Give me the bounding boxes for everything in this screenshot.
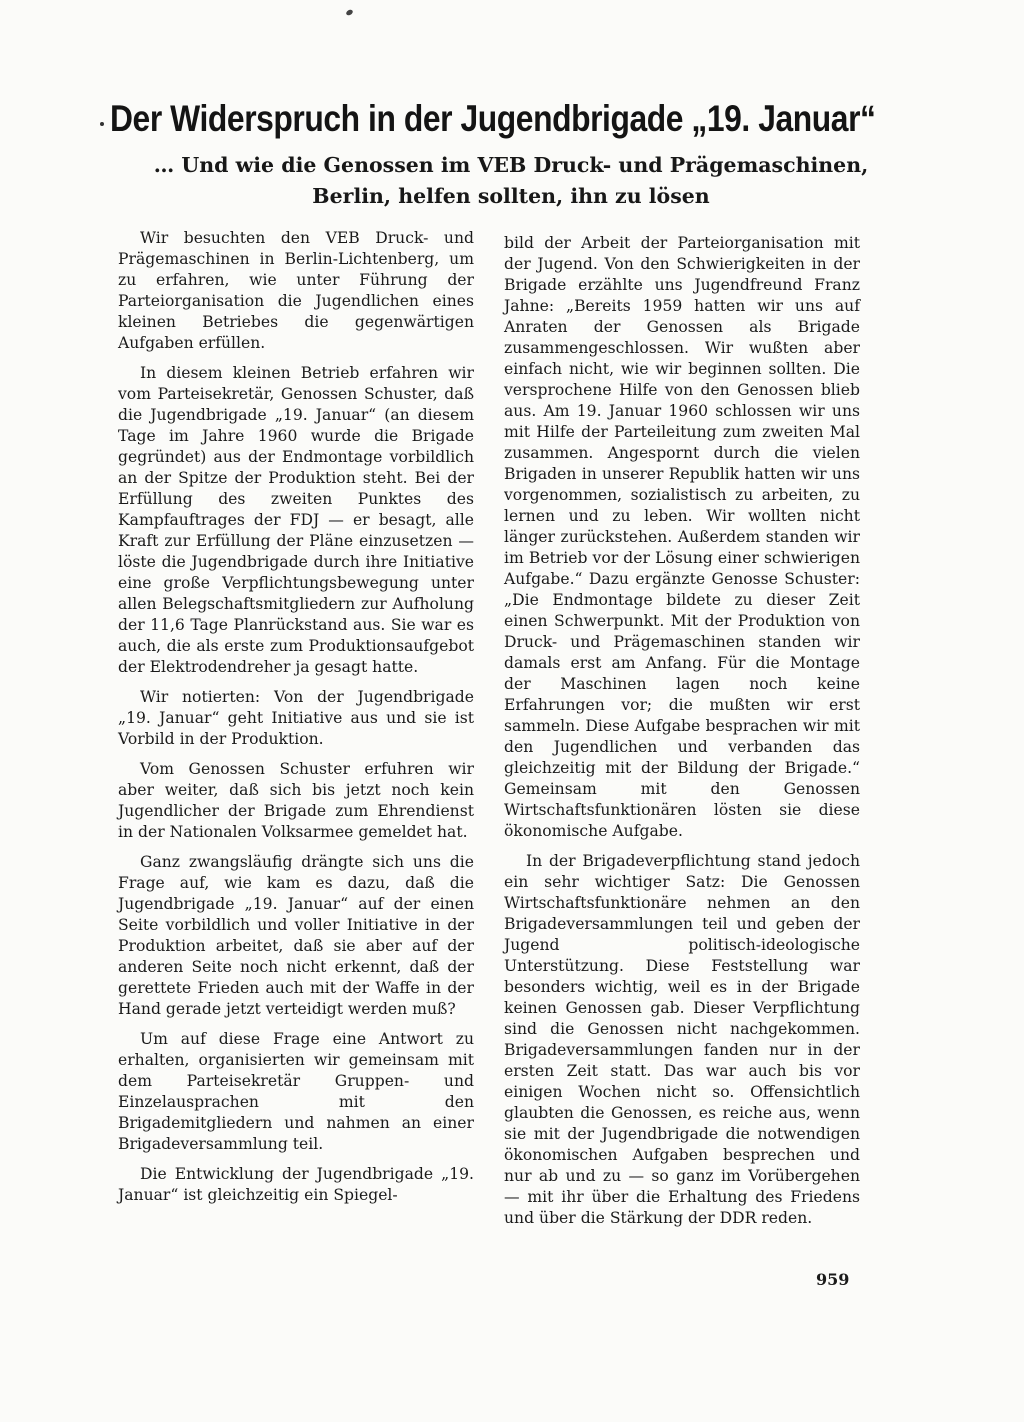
- article-subtitle: … Und wie die Genossen im VEB Druck- und Prägemaschinen, Berlin, helfen sollten, ihn zu lösen: [153, 153, 869, 208]
- paragraph: Ganz zwangsläufig drängte sich uns die Frage auf, wie kam es dazu, daß die Jugendbrigade „19. Januar“ auf der einen Seite vorbildlich und voller Initiative in der Produktion arbeitet, daß sie aber auf der anderen Seite noch nicht erkennt, daß der gerettete Frieden auch mit der Waffe in der Hand gerade jetzt verteidigt werden muß?: [118, 853, 474, 1018]
- paragraph: Wir besuchten den VEB Druck- und Prägemaschinen in Berlin-Lichtenberg, um zu erfahren, wie unter Führung der Parteiorganisation die Jugendlichen eines kleinen Betriebes die gegenwärtigen Aufgaben erfüllen.: [118, 229, 474, 352]
- paragraph: Wir notierten: Von der Jugendbrigade „19. Januar“ geht Initiative aus und sie ist Vorbild in der Produktion.: [118, 688, 474, 748]
- page-number: 959: [816, 1270, 850, 1289]
- paragraph: In diesem kleinen Betrieb erfahren wir vom Parteisekretär, Genossen Schuster, daß die Jugendbrigade „19. Januar“ (an diesem Tage im Jahre 1960 wurde die Brigade gegründet) aus der Endmontage vorbildlich an der Spitze der Produktion steht. Bei der Erfüllung des zweiten Punktes des Kampfauftrages der FDJ — er besagt, alle Kraft zur Erfüllung der Pläne einzusetzen — löste die Jugendbrigade durch ihre Initiative eine große Verpflichtungsbewegung unter allen Belegschaftsmitgliedern zur Aufholung der 11,6 Tage Planrückstand aus. Sie war es auch, die als erste zum Produktionsaufgebot der Elektrodendreher ja gesagt hatte.: [118, 364, 474, 676]
- paragraph-continued: bild der Arbeit der Parteiorganisation mit der Jugend. Von den Schwierigkeiten in der Brigade erzählte uns Jugendfreund Franz Jahne: „Bereits 1959 hatten wir uns auf Anraten der Genossen als Brigade zusammengeschlossen. Wir wußten aber einfach nicht, wie wir beginnen sollten. Die versprochene Hilfe von den Genossen blieb aus. Am 19. Januar 1960 schlossen wir uns mit Hilfe der Parteileitung zum zweiten Mal zusammen. Angespornt durch die vielen Brigaden in unserer Republik hatten wir uns vorgenommen, sozialistisch zu arbeiten, zu lernen und zu leben. Wir wollten nicht länger zurückstehen. Außerdem standen wir im Betrieb vor der Lösung einer schwierigen Aufgabe.“ Dazu ergänzte Genosse Schuster: „Die Endmontage bildete zu dieser Zeit einen Schwerpunkt. Mit der Produktion von Druck- und Prägemaschinen standen wir damals erst am Anfang. Für die Montage der Maschinen lagen noch keine Erfahrungen vor; die mußten wir erst sammeln. Diese Aufgabe besprachen wir mit den Jugendlichen und verbanden das gleichzeitig mit der Bildung der Brigade.“ Gemeinsam mit den Genossen Wirtschaftsfunktionären lösten sie diese ökonomische Aufgabe.: [504, 234, 860, 840]
- right-column: [504, 233, 860, 1238]
- paragraph: In der Brigadeverpflichtung stand jedoch ein sehr wichtiger Satz: Die Genossen Wirtschaftsfunktionäre nehmen an den Brigadeversammlungen teil und geben der Jugend politisch-ideologische Unterstützung. Diese Feststellung war besonders wichtig, weil es in der Brigade keinen Genossen gab. Dieser Verpflichtung sind die Genossen nicht nachgekommen. Brigadeversammlungen fanden nur in der ersten Zeit statt. Das war auch bis vor einigen Wochen nicht so. Offensichtlich glaubten die Genossen, es reiche aus, wenn sie mit der Jugendbrigade die notwendigen ökonomischen Aufgaben besprechen und nur ab und zu — so ganz im Vorübergehen — mit ihr über die Erhaltung des Friedens und über die Stärkung der DDR reden.: [504, 852, 860, 1227]
- print-speck: [345, 9, 354, 17]
- paragraph: Vom Genossen Schuster erfuhren wir aber weiter, daß sich bis jetzt noch kein Jugendlicher der Brigade zum Ehrendienst in der Nationalen Volksarmee gemeldet hat.: [118, 760, 474, 841]
- article-title: Der Widerspruch in der Jugendbrigade „19. Januar“: [110, 98, 876, 139]
- paragraph: Um auf diese Frage eine Antwort zu erhalten, organisierten wir gemeinsam mit dem Parteisekretär Gruppen- und Einzelausprachen mit den Brigademitgliedern und nahmen an einer Brigadeversammlung teil.: [118, 1030, 474, 1153]
- paragraph: Die Entwicklung der Jugendbrigade „19. Januar“ ist gleichzeitig ein Spiegel-: [118, 1165, 474, 1204]
- print-dot: [100, 122, 104, 126]
- left-column: [118, 228, 474, 1215]
